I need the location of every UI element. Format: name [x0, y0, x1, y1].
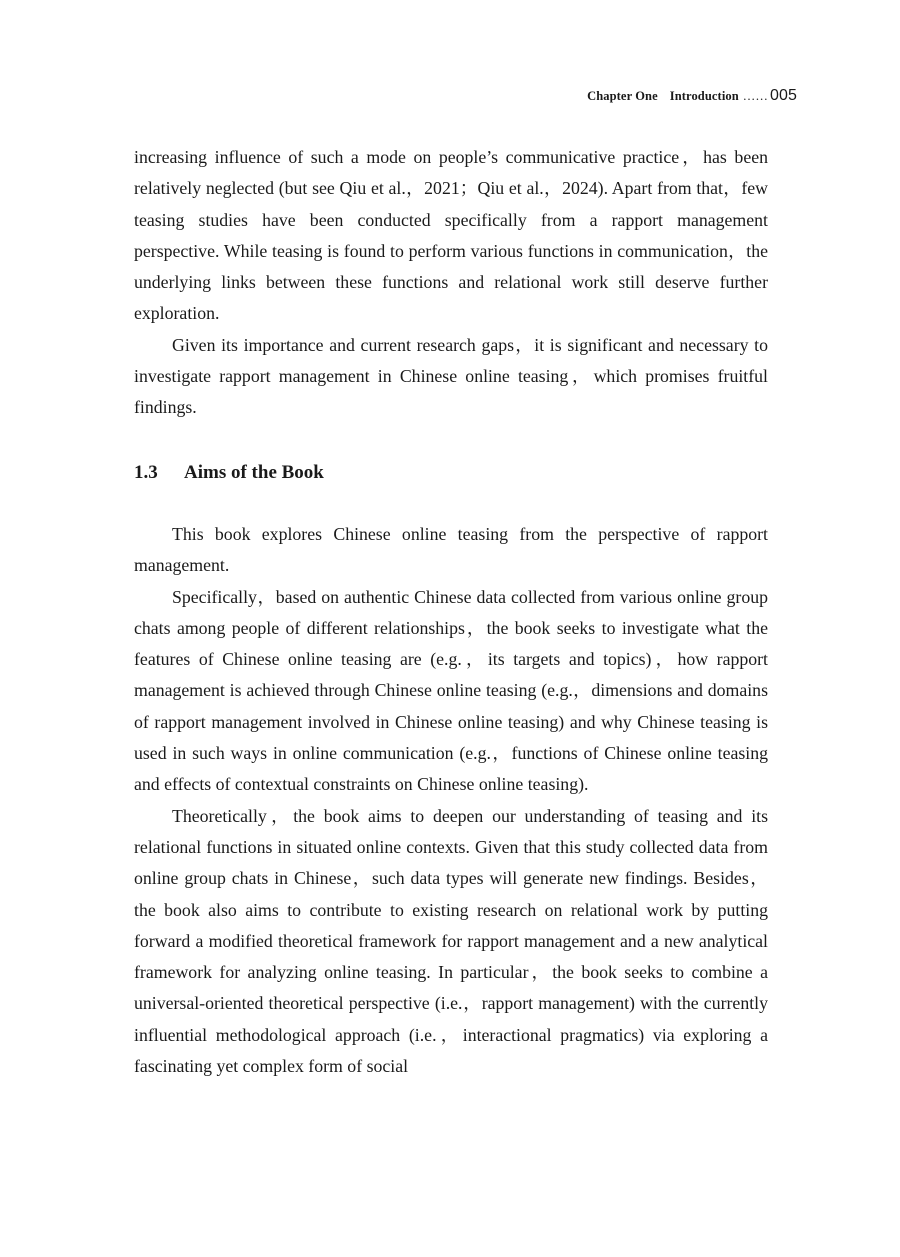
chapter-title: Introduction [669, 89, 739, 103]
page-number: 005 [770, 87, 797, 104]
paragraph: Specifically，based on authentic Chinese data collected from various online group chats among people of different relationships，the book seeks to investigate what the features of Chinese online teasing are (e.g.，its targets and topics)，how rapport management is achieved through Chinese online teasing (e.g.，dimensions and domains of rapport management involved in Chinese online teasing) and why Chinese teasing is used in such ways in online communication (e.g.，functions of Chinese online teasing and effects of contextual constraints on Chinese online teasing). [134, 586, 768, 795]
body-text-after-section [134, 519, 768, 1082]
paragraph: This book explores Chinese online teasing from the perspective of rapport management. [134, 524, 768, 576]
section-heading [134, 459, 324, 487]
paragraph: Given its importance and current research gaps，it is significant and necessary to investigate rapport management in Chinese online teasing，which promises fruitful findings. [134, 334, 768, 418]
section-title: Aims of the Book [184, 462, 324, 483]
running-head [587, 84, 797, 108]
leader-dots: …… [742, 89, 768, 103]
body-text-before-section [134, 142, 768, 424]
paragraph-continued: increasing influence of such a mode on people’s communicative practice，has been relatively neglected (but see Qiu et al.，2021；Qiu et al.，2024). Apart from that，few teasing studies have been conducted specifically from a rapport management perspective. While teasing is found to perform various functions in communication，the underlying links between these functions and relational work still deserve further exploration. [134, 147, 768, 324]
section-number: 1.3 [134, 462, 158, 483]
paragraph: Theoretically，the book aims to deepen our understanding of teasing and its relational functions in situated online contexts. Given that this study collected data from online group chats in Chinese，such data types will generate new findings. Besides，the book also aims to contribute to existing research on relational work by putting forward a modified theoretical framework for rapport management and a new analytical framework for analyzing online teasing. In particular，the book seeks to combine a universal-oriented theoretical perspective (i.e.，rapport management) with the currently influential methodological approach (i.e.，interactional pragmatics) via exploring a fascinating yet complex form of social [134, 805, 768, 1077]
chapter-label: Chapter One [587, 89, 658, 103]
